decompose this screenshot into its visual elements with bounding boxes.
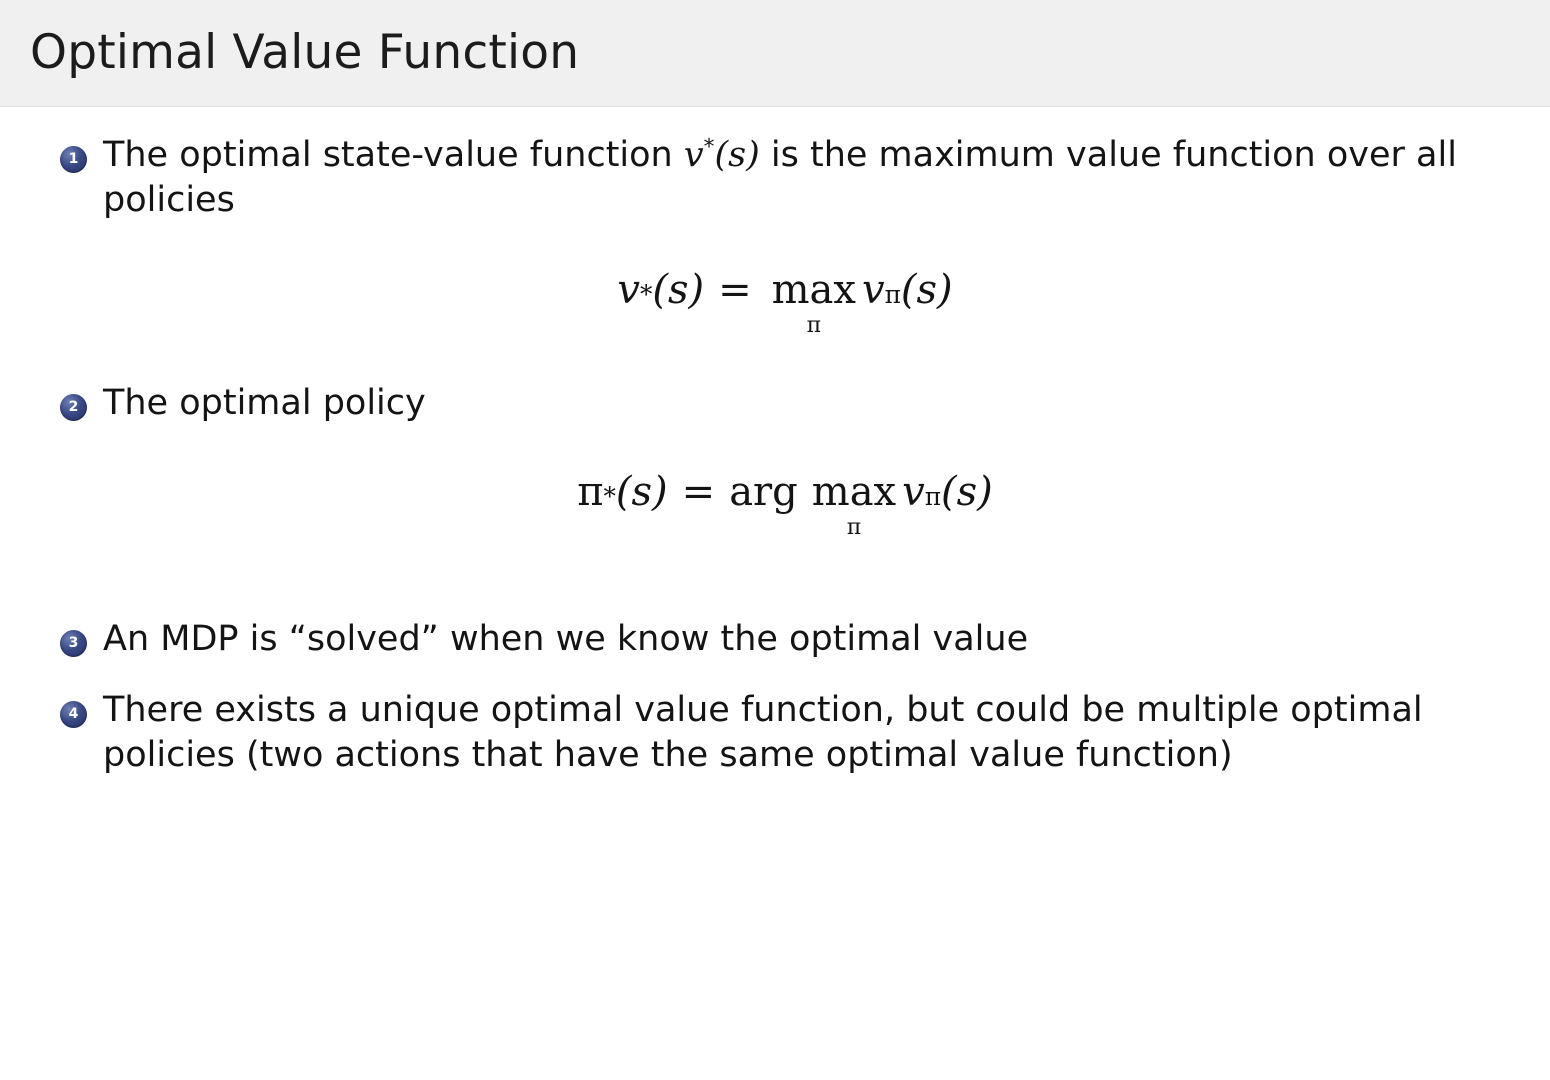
bullet-marker-3: 3 <box>60 630 87 657</box>
bullet-1-math-v: v <box>683 135 704 175</box>
bullet-marker-1: 1 <box>60 146 87 173</box>
eq2-rhs-symbol: v <box>902 469 925 516</box>
bullet-1-math-star: * <box>703 134 715 160</box>
bullet-text-1 <box>103 133 1503 223</box>
spacer <box>60 662 1510 688</box>
eq2-lhs-symbol: π <box>577 469 604 516</box>
bullet-marker-2: 2 <box>60 394 87 421</box>
eq2-operator-label: max <box>811 469 897 516</box>
bullet-1-math-arg: (s) <box>714 135 760 175</box>
spacer <box>60 425 1510 469</box>
bullet-1-text-after: is the maximum value function over all policies <box>103 135 1457 220</box>
eq2-operator-subscript: π <box>846 515 862 541</box>
eq1-operator <box>772 267 856 337</box>
slide-content <box>0 107 1550 778</box>
list-item <box>60 617 1510 662</box>
eq1-relation: = <box>718 266 752 313</box>
eq2-operator <box>812 469 896 539</box>
spacer <box>60 539 1510 617</box>
list-item <box>60 381 1510 426</box>
eq2-lhs-superscript: * <box>603 482 616 512</box>
slide-title-bar <box>0 0 1550 107</box>
eq1-rhs-symbol: v <box>861 266 885 313</box>
eq1-lhs-symbol: v <box>617 266 640 313</box>
eq1-operator-subscript: π <box>806 312 822 338</box>
eq1-rhs-argument: (s) <box>900 266 953 313</box>
eq2-rhs-superscript: π <box>924 482 942 512</box>
equation-optimal-policy <box>60 469 1510 539</box>
eq2-rhs-argument: (s) <box>941 469 993 516</box>
equation-optimal-state-value <box>60 267 1510 337</box>
spacer <box>60 107 1510 133</box>
bullet-text-3: An MDP is “solved” when we know the optimal value <box>103 619 1029 660</box>
list-item <box>60 133 1510 223</box>
bullet-text-2: The optimal policy <box>103 382 426 423</box>
eq1-operator-label: max <box>771 266 856 313</box>
bullet-text-4: There exists a unique optimal value function, but could be multiple optimal policies (two actions that have the same optimal value function) <box>103 690 1423 775</box>
eq2-arg-prefix: arg <box>729 469 798 516</box>
spacer <box>60 337 1510 381</box>
bullet-1-text-before: The optimal state-value function <box>103 135 684 175</box>
equation-1-row <box>617 267 952 337</box>
list-item <box>60 688 1510 778</box>
eq1-lhs-superscript: * <box>639 279 653 309</box>
eq1-rhs-superscript: π <box>884 279 901 309</box>
equation-2-row <box>577 469 993 539</box>
bullet-list <box>60 133 1510 778</box>
eq1-lhs-argument: (s) <box>652 266 705 313</box>
bullet-marker-4: 4 <box>60 701 87 728</box>
spacer <box>60 223 1510 267</box>
page-title: Optimal Value Function <box>30 25 580 81</box>
eq2-lhs-argument: (s) <box>615 469 668 516</box>
eq2-relation: = <box>681 469 716 516</box>
